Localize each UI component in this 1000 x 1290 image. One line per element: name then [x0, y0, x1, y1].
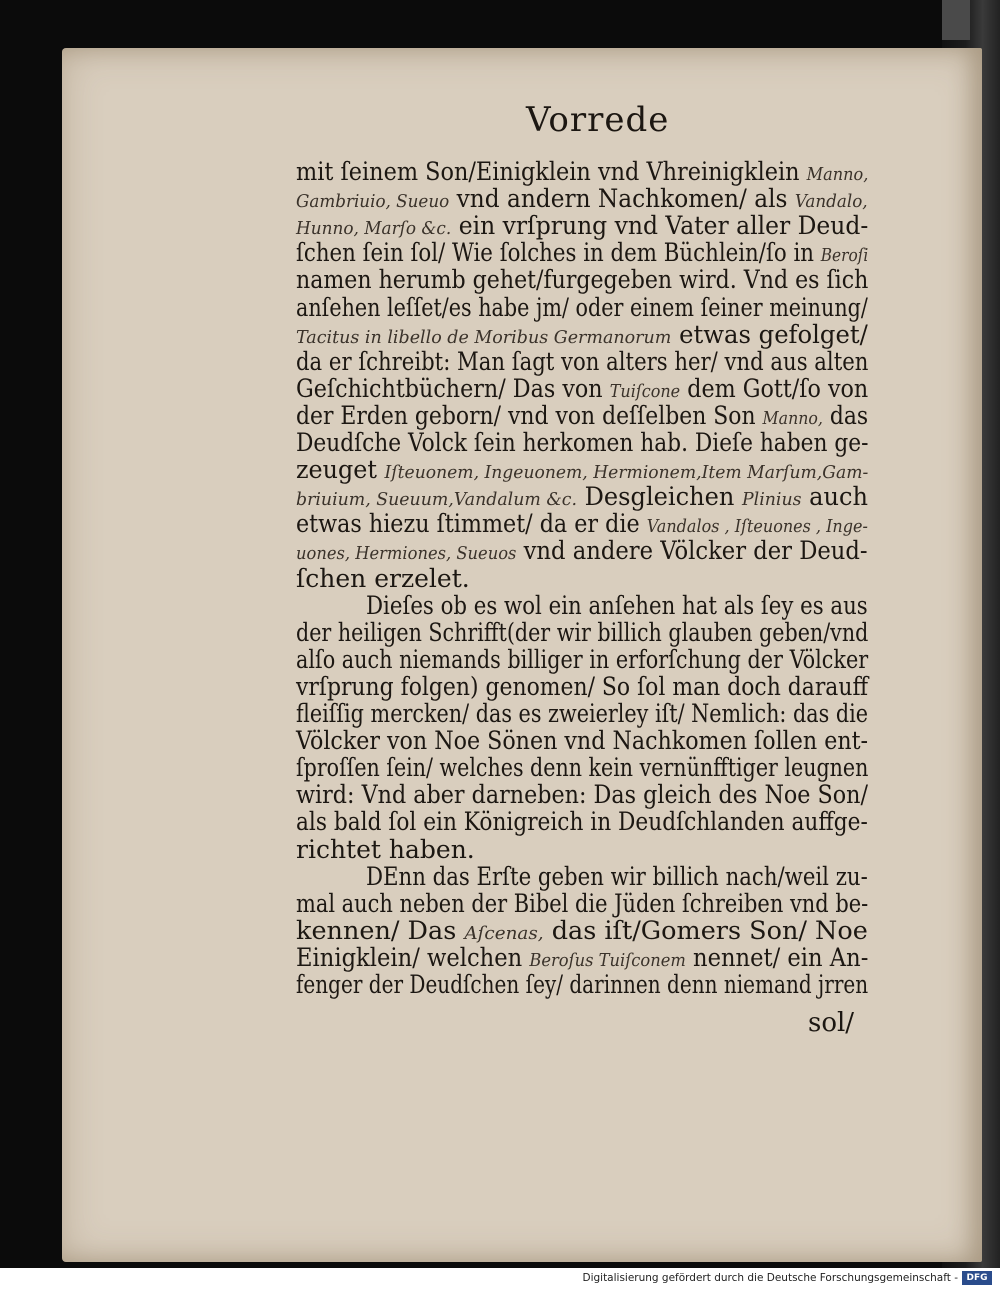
- fraktur-text: wird: Vnd aber darneben: Das gleich des Noe Son/: [296, 780, 868, 810]
- fraktur-text: der heiligen Schrifft(der wir billich glauben geben/vnd: [296, 617, 869, 647]
- fraktur-text: da er ſchreibt: Man ſagt von alters her/ vnd aus alten: [296, 346, 869, 376]
- fraktur-text: ſproſſen ſein/ welches denn kein vernünfftiger leugnen: [296, 753, 869, 783]
- fraktur-text: dem Gott/ſo von: [680, 373, 869, 403]
- funding-credit: Digitalisierung gefördert durch die Deutsche Forschungsgemeinschaft -: [582, 1272, 958, 1284]
- fraktur-text: etwas gefolget/: [671, 319, 868, 349]
- fraktur-text: Dieſes ob es wol ein anſehen hat als ſey es aus: [366, 590, 868, 620]
- fraktur-text: der Erden geborn/ vnd von deſſelben Son: [296, 400, 763, 430]
- latin-text: Plinius: [741, 489, 802, 511]
- fraktur-text: Einigklein/ welchen: [296, 942, 530, 972]
- fraktur-text: nennet/ ein An-: [685, 942, 869, 972]
- fraktur-text: zeuget: [296, 455, 385, 485]
- latin-text: Gambriuio, Sueuo: [296, 191, 450, 213]
- fraktur-text: vrſprung folgen) genomen/ So ſol man doch darauff: [296, 671, 869, 701]
- fraktur-text: alſo auch niemands billiger in erforſchung der Völcker: [296, 644, 869, 674]
- fraktur-text: mit ſeinem Son/Einigklein vnd Vhreinigklein: [296, 157, 807, 186]
- fraktur-text: das: [822, 400, 869, 430]
- latin-text: Aſcenas,: [464, 922, 544, 944]
- fraktur-text: fenger der Deudſchen ſey/ darinnen denn niemand jrren: [296, 970, 869, 999]
- footer-bar: [0, 1268, 1000, 1290]
- latin-text: Tacitus in libello de Moribus Germanorum: [296, 326, 672, 348]
- fraktur-text: namen herumb gehet/furgegeben wird. Vnd es ſich: [296, 265, 869, 295]
- fraktur-text: das iſt/Gomers Son/ Noe: [543, 915, 868, 945]
- fraktur-text: auch: [801, 482, 869, 512]
- fraktur-text: Geſchichtbüchern/ Das von: [296, 373, 610, 403]
- latin-text: Iſteuonem, Ingeuonem, Hermionem,Item Marſum,Gam-: [384, 462, 869, 484]
- latin-text: Vandalo,: [794, 191, 868, 213]
- latin-text: uones, Hermiones, Sueuos: [296, 543, 517, 565]
- fraktur-text: etwas hiezu ſtimmet/ da er die: [296, 509, 647, 539]
- latin-text: Tuiſcone: [609, 380, 681, 402]
- fraktur-text: ſchen ſein ſol/ Wie ſolches in dem Büchlein/ſo in: [296, 238, 821, 268]
- fraktur-text: richtet haben.: [296, 834, 475, 864]
- fraktur-text: vnd andern Nachkomen/ als: [449, 184, 795, 214]
- latin-text: Beroſi: [820, 245, 869, 267]
- latin-text: Beroſus Tuiſconem: [529, 949, 686, 971]
- dfg-logo-icon: DFG: [962, 1271, 992, 1285]
- latin-text: Vandalos , Iſteuones , Inge-: [646, 516, 868, 538]
- fraktur-text: ſchen erzelet.: [296, 563, 470, 593]
- text-line: [296, 968, 868, 1002]
- fraktur-text: DEnn das Erſte geben wir billich nach/weil zu-: [366, 861, 868, 891]
- fraktur-text: Völcker von Noe Sönen vnd Nachkomen ſollen ent-: [296, 726, 868, 756]
- catchword: sol/: [808, 1008, 855, 1038]
- running-head: Vorrede: [526, 100, 670, 140]
- fraktur-text: ein vrſprung vnd Vater aller Deud-: [451, 211, 869, 241]
- latin-text: briuium, Sueuum,Vandalum &c.: [296, 489, 577, 511]
- latin-text: Manno,: [806, 164, 869, 185]
- fraktur-text: vnd andere Völcker der Deud-: [516, 536, 868, 566]
- fraktur-text: als bald ſol ein Königreich in Deudſchlanden auffge-: [296, 807, 868, 837]
- fraktur-text: mal auch neben der Bibel die Jüden ſchreiben vnd be-: [296, 888, 869, 918]
- spine-edge: [942, 0, 970, 40]
- fraktur-text: Deudſche Volck ſein herkomen hab. Dieſe haben ge-: [296, 428, 869, 457]
- fraktur-text: kennen/ Das: [296, 915, 465, 945]
- latin-text: Manno,: [762, 407, 823, 429]
- fraktur-text: fleiſſig mercken/ das es zweierley iſt/ Nemlich: das die: [296, 699, 868, 728]
- fraktur-text: anſehen leſſet/es habe jm/ oder einem ſeiner meinung/: [296, 292, 868, 322]
- latin-text: Hunno, Marſo &c.: [296, 218, 452, 240]
- fraktur-text: Desgleichen: [576, 482, 742, 512]
